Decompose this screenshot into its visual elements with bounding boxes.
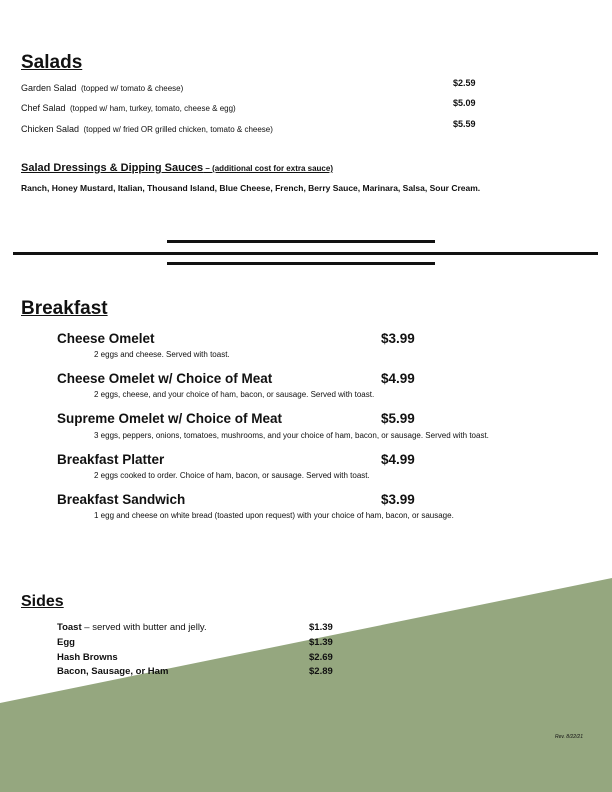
- divider-rule-main: [13, 252, 598, 255]
- dressings-title: Salad Dressings & Dipping Sauces: [21, 162, 204, 174]
- breakfast-item-name: Cheese Omelet w/ Choice of Meat: [57, 371, 273, 386]
- dressings-list: Ranch, Honey Mustard, Italian, Thousand Island, Blue Cheese, French, Berry Sauce, Marinara, Salsa, Sour Cream.: [21, 183, 481, 193]
- side-item: [57, 666, 168, 677]
- salad-name: Chef Salad: [21, 103, 66, 113]
- salad-item: [21, 119, 273, 137]
- dressings-note: – (additional cost for extra sauce): [203, 164, 333, 173]
- breakfast-item-price: $4.99: [381, 371, 415, 386]
- salad-name: Garden Salad: [21, 83, 77, 93]
- side-item: [57, 622, 207, 633]
- breakfast-item-price: $3.99: [381, 492, 415, 507]
- side-item-price: $2.89: [309, 666, 333, 677]
- breakfast-item-desc: 2 eggs cooked to order. Choice of ham, bacon, or sausage. Served with toast.: [94, 471, 370, 480]
- salad-desc: (topped w/ fried OR grilled chicken, tomato & cheese): [83, 125, 273, 134]
- side-item-price: $1.39: [309, 622, 333, 633]
- breakfast-item-price: $3.99: [381, 331, 415, 346]
- salad-item: [21, 98, 236, 116]
- side-item-price: $2.69: [309, 652, 333, 663]
- divider-rule-bottom: [167, 262, 435, 265]
- revision-date: Rev. 8/22/21: [555, 734, 583, 740]
- breakfast-item-name: Cheese Omelet: [57, 331, 155, 346]
- breakfast-item-name: Breakfast Platter: [57, 452, 165, 467]
- side-item-name: Bacon, Sausage, or Ham: [57, 666, 169, 677]
- breakfast-item-name: Supreme Omelet w/ Choice of Meat: [57, 411, 283, 426]
- side-item-name: Egg: [57, 637, 75, 648]
- salad-price: $5.09: [453, 98, 476, 108]
- breakfast-item-desc: 1 egg and cheese on white bread (toasted upon request) with your choice of ham, bacon, or sausage.: [94, 511, 454, 520]
- salads-heading: Salads: [21, 52, 83, 73]
- dressings-heading: [21, 158, 333, 176]
- breakfast-item-desc: 2 eggs, cheese, and your choice of ham, bacon, or sausage. Served with toast.: [94, 390, 375, 399]
- salad-price: $5.59: [453, 119, 476, 129]
- side-item: [57, 637, 75, 648]
- breakfast-item-price: $4.99: [381, 452, 415, 467]
- divider-rule-top: [167, 240, 435, 243]
- salad-price: $2.59: [453, 78, 476, 88]
- breakfast-item-desc: 2 eggs and cheese. Served with toast.: [94, 350, 230, 359]
- salad-desc: (topped w/ tomato & cheese): [81, 84, 184, 93]
- side-item: [57, 652, 118, 663]
- salad-desc: (topped w/ ham, turkey, tomato, cheese & egg): [69, 104, 236, 113]
- breakfast-heading: Breakfast: [21, 298, 108, 319]
- side-item-price: $1.39: [309, 637, 333, 648]
- breakfast-item-name: Breakfast Sandwich: [57, 492, 186, 507]
- sides-heading: Sides: [21, 593, 64, 610]
- side-item-name: Toast: [57, 622, 82, 633]
- side-item-name: Hash Browns: [57, 652, 118, 663]
- breakfast-item-price: $5.99: [381, 411, 415, 426]
- salad-name: Chicken Salad: [21, 124, 80, 134]
- side-item-desc: – served with butter and jelly.: [81, 622, 207, 633]
- breakfast-item-desc: 3 eggs, peppers, onions, tomatoes, mushrooms, and your choice of ham, bacon, or sausage. Served with toast.: [94, 431, 489, 440]
- salad-item: [21, 78, 183, 96]
